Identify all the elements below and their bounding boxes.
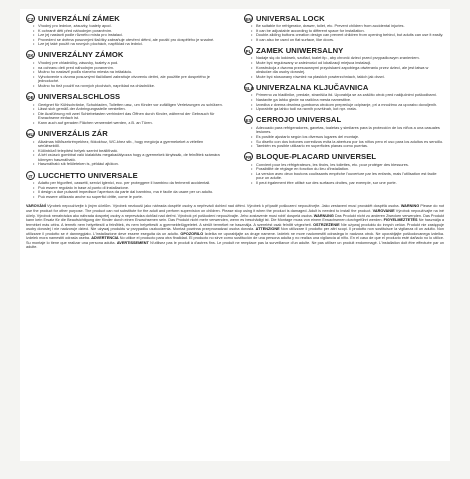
section-header xyxy=(26,129,226,139)
bullet-item: • Può essere utilizzato anche su superfici dritte, come le porte. xyxy=(38,195,226,200)
warning-label: ADVERTENCIA xyxy=(91,236,119,241)
bullet-item: • Különböző telepítési helyek szerint beállítható. xyxy=(38,149,226,154)
warning-label: VAROVANIE xyxy=(372,208,395,213)
bullet-item: • Convient pour les réfrigérateurs, les tiroirs, les toilettes, etc. pour protéger des blessures. xyxy=(256,163,444,168)
warning-label: WARNUNG xyxy=(313,213,334,218)
bullet-item: • K ochraně dětí před náhodným poraněním. xyxy=(38,29,226,34)
section-title: ZAMEK UNIWERSALNY xyxy=(256,45,344,55)
language-code-badge: DE xyxy=(26,92,35,101)
bullet-item: • Provedení se dvěma posuvnými tlačítky zabraňuje otevření dětmi, ale pouští pro dospělého je snadné. xyxy=(38,38,226,43)
bullet-list xyxy=(244,56,444,79)
bullet-list xyxy=(26,61,226,89)
bullet-item: • También es posible utilizarlo en superficies planas como puertas. xyxy=(256,144,444,149)
warning-text: Please do not use the product for other purpose. The product can not substitute for the adult and perform supervision on children. Please stop using it when the product is damaged. Adult is needed to install the product. xyxy=(26,204,445,213)
warning-text: Výrobek nepoužívejte k jiným účelům. Výrobek nezkouší jako náhrada dospělé osoby a nepřevádí dohled nad dětmi. Výrobek k případě poškození nepoužívejte. Jako zestaveni musí provádět dospělá osoba. xyxy=(47,204,400,209)
warning-label: FIGYELMEZTETÉS xyxy=(383,218,418,223)
section-header xyxy=(244,13,444,23)
bullet-item: • Be suitable for refrigerator, drawer, toilet, etc. Prevent children from accidental injuries. xyxy=(256,24,444,29)
warning-text: N'utilisez pas le produit à d'autres fins. Le produit ne remplace pas la surveillance d'un adulte. Ne pas utiliser un produit endommagé. L'installation doit être effectuée par un adulte. xyxy=(26,240,444,250)
section-header xyxy=(244,45,444,55)
bullet-list xyxy=(26,181,226,199)
section-header xyxy=(26,13,226,23)
bullet-list xyxy=(26,140,226,168)
bullet-item: • Es posible ajustarlo según los diversos lugares del montaje. xyxy=(256,135,444,140)
bullet-item: • Il peut également être utilisé sur des surfaces droites, par exemple, sur une porte. xyxy=(256,181,444,186)
warning-text: Izdelka ne uporabljajte za druge namene. Izdelek ne more nadomestiti odraslega in nadzora otrok. Ne uporabljajte poškodovanega izdelka. Izdelek mora namestiti odrasla oseba. xyxy=(26,231,445,241)
instruction-sheet xyxy=(20,9,450,461)
bullet-item: • Lze jej také použít na rovných plochách, například na lednici. xyxy=(38,42,226,47)
bullet-item: • Vhodný pre chladničky, zásuvky, toalety a pod. xyxy=(38,61,226,66)
warning-label: AVERTISSEMENT xyxy=(116,240,149,245)
section-es xyxy=(244,115,444,149)
section-title: UNIVERZÁLNY ZÁMOK xyxy=(38,50,124,60)
section-pl xyxy=(244,45,444,79)
language-columns xyxy=(26,13,444,202)
bullet-item: • Può essere regolato in base al punto di installazione. xyxy=(38,186,226,191)
section-title: UNIVERSALSCHLOSS xyxy=(38,92,121,102)
bullet-item: • Il design a due pulsanti impedisce l'apertura da parte dal bambino, ma è facile da usare per un adulto. xyxy=(38,190,226,195)
section-header xyxy=(26,50,226,60)
bullet-item: • Geeignet für Kühlschränke, Schubladen, Toiletten usw., um Kinder vor zufälligen Verletzungen zu schützen. xyxy=(38,103,226,108)
bullet-item: • Possibilité de réglage en fonction du lieu d'installation. xyxy=(256,167,444,172)
bullet-list xyxy=(26,103,226,126)
warning-text: Nie używaj produktu do innych celów. Produkt nie zastępuje osoby dorosłej i nie nadzoruje dzieci. Nie używaj produktu w przypadku uszkodzenia. Montaż powinna przeprowadzać osoba dorosła. xyxy=(26,222,444,232)
language-code-badge: EN xyxy=(244,14,253,23)
bullet-item: • Może być regulowany w zależności od lokalizacji miejsca instalacji. xyxy=(256,61,444,66)
section-header xyxy=(244,152,444,162)
warning-text: Das Produkt nicht zu anderen Zwecken verwenden. Das Produkt kann kein Ersatz für die Beaufsichtigung der Kinder durch einen Erwachsenen sein. Das Produkt nicht mehr verwenden, wenn es beschädigt ist. Die Montage muss von einem Erwachsenen durchgeführt werden. xyxy=(26,213,445,223)
bullet-item: • Lässt sich gemäß der Anbringungsstelle verstellen. xyxy=(38,107,226,112)
language-code-badge: CZ xyxy=(26,14,35,23)
bullet-item: • Használható sík felületeken is, például ajtókon. xyxy=(38,162,226,167)
right-column xyxy=(244,13,444,202)
bullet-item: • Kann auch auf geraden Flächen verwendet werden, z.B. an Türen. xyxy=(38,121,226,126)
bullet-item: • A két csúszó gombbal való kialakítás megakadályozza hogy a gyermekek kinyissák, de felnőttek számára könnyen használható. xyxy=(38,153,226,162)
bullet-item: • Izvedba z dvema drsnima gumboma otrokom preprečuje odpiranje, pri a množimo za uporabo dovoljenih. xyxy=(256,103,444,108)
section-slo xyxy=(244,82,444,111)
bullet-item: • Adecuado para refrigeradores, gavetas, toaletas y similares para la protección de los niños a una casuales lesiones. xyxy=(256,126,444,135)
section-fr xyxy=(244,152,444,186)
section-title: UNIVERZÁLNÍ ZÁMEK xyxy=(38,13,120,23)
bullet-item: • Vyhotovenie s dvoma posuvnými tlačidlami zabraňuje otvoreniu deťmi, ale použitie pre dospelého je jednoduché. xyxy=(38,75,226,84)
language-code-badge: SLO xyxy=(244,83,253,92)
section-header xyxy=(244,82,444,92)
left-column xyxy=(26,13,226,202)
section-de xyxy=(26,92,226,126)
warning-label: ATTENZIONE xyxy=(255,227,280,232)
warning-label: VAROVÁNÍ xyxy=(26,204,46,209)
warning-text: Non utilizzare il prodotto per altri scopi. Il prodotto non sostituisce la vigilanza di un adulto. Non utilizzare il prodotto se è danneggiato. L'installazione deve essere eseguita da un adulto. xyxy=(26,227,445,236)
bullet-list xyxy=(244,163,444,186)
warning-label: OSTRZEŻENIE xyxy=(313,222,340,227)
bullet-item: • Su diseño con dos botones corredizos evita la abertura por los niños pero el uso para los adultos es sencillo. xyxy=(256,140,444,145)
bullet-item: • na ochranu detí pred náhodným poranením. xyxy=(38,66,226,71)
bullet-item: • Primerno za hladilnike, predale, stranišča itd. Uporablja se za zaščito otrok pred naključnimi poškodbami. xyxy=(256,93,444,98)
section-title: CERROJO UNIVERSAL xyxy=(256,115,342,125)
bullet-item: • Konstrukcja z dwoma przesuwanymi przyciskami zapobiega otwieraniu przez dzieci, ale jest łatwa w obsłudze dla osoby dorosłej. xyxy=(256,66,444,75)
section-it xyxy=(26,170,226,199)
language-code-badge: ES xyxy=(244,115,253,124)
bullet-item: • Možno ho tiež použiť na rovných plochách, napríklad na chladničke. xyxy=(38,84,226,89)
section-title: UNIVERSAL LOCK xyxy=(256,13,325,23)
bullet-list xyxy=(244,93,444,111)
bullet-list xyxy=(244,24,444,42)
section-title: BLOQUE-PLACARD UNIVERSEL xyxy=(256,152,377,162)
warning-label: WARNING xyxy=(400,204,420,209)
warning-paragraph xyxy=(26,204,444,249)
bullet-list xyxy=(244,126,444,149)
language-code-badge: FR xyxy=(244,152,253,161)
section-header xyxy=(26,92,226,102)
bullet-item: • Možno ho nastaviť podľa rôzneho miesta na inštaláciu. xyxy=(38,70,226,75)
bullet-item: • Nastavite ga lahko glede na različna mesta namestitve. xyxy=(256,98,444,103)
bullet-item: • Nadaje się do lodówek, szuflad, toalet itp., aby chronić dzieci przed przypadkowym zranieniem. xyxy=(256,56,444,61)
warning-label: OPOZORILO xyxy=(180,231,204,236)
warning-text: Výrobok nepoužívajte na iné účely. Výrobok nenahrádza ako náhrada dospelej osoby a neprevádza dohľad nad deťmi. Výrobok pri poškodení nepoužívajte. Jeho zostavenie musí robiť dospelá osoba. xyxy=(26,208,445,218)
bullet-item: • Vhodný pro lednice, zásuvky, toalety apod. xyxy=(38,24,226,29)
section-title: LUCCHETTO UNIVERSALE xyxy=(38,170,138,180)
bullet-list xyxy=(26,24,226,47)
bullet-item: • Adatto per frigoriferi, cassetti, servizi igienici, ecc. per proteggere il bambino da ferimenti accidentali. xyxy=(38,181,226,186)
bullet-item: • It can be adjustable according to different space for installation. xyxy=(256,29,444,34)
section-header xyxy=(26,170,226,180)
section-title: UNIVERZALNA KLJUČAVNICA xyxy=(256,82,369,92)
bullet-item: • It can also be used on flat surface, like doors. xyxy=(256,38,444,43)
section-header xyxy=(244,115,444,125)
section-cz xyxy=(26,13,226,47)
warning-text: No utilice el producto para otra finalidad. El producto no sirve como sustitución de una persona adulta y no realiza una vigilancia al niño. En el caso de que el producto esté dañado no lo utilice. Su montaje lo tiene que realizar una persona adulta. xyxy=(26,236,444,245)
bullet-item: • La version avec deux boutons coulissants empêche l'ouverture par les enfants, mais l'utilisation est facile pour un adulte. xyxy=(256,172,444,181)
section-sk xyxy=(26,50,226,89)
bullet-item: • Double-sliding buttons creation design can prevent children from opening behind, but adults can use it easily. xyxy=(256,33,444,38)
bullet-item: • Alkalmas hűtőszekrényekhez, fiókokhoz, WC-khez stb., hogy megóvja a gyermekeket a véletlen sérülésektől. xyxy=(38,140,226,149)
language-code-badge: HU xyxy=(26,129,35,138)
warning-text: Ne használja a terméket más célra. A termék nem helyettesíti a felnőttek, és nem helyettesíti a gyermekfelügyeletet. A sérült terméket ne használja. A szerelést csak felnőtt végezheti. xyxy=(26,218,444,227)
bullet-item: • Lze jej nastavit podle různého místa pro instalaci. xyxy=(38,33,226,38)
section-en xyxy=(244,13,444,42)
section-title: UNIVERZÁLIS ZÁR xyxy=(38,129,108,138)
bullet-item: • Uporabite ga lahko tudi na ravnih površinah, kot npr. vrata. xyxy=(256,107,444,112)
language-code-badge: PL xyxy=(244,46,253,55)
bullet-item: • Może być stosowany również na płaskich powierzchniach, takich jak drzwi. xyxy=(256,75,444,80)
language-code-badge: SK xyxy=(26,50,35,59)
section-hu xyxy=(26,129,226,168)
language-code-badge: IT xyxy=(26,171,35,180)
bullet-item: • Die Ausführung mit zwei Schiebetasten verhindert das Öffnen durch Kinder, während der Gebrauch für Erwachsene einfach ist. xyxy=(38,112,226,121)
